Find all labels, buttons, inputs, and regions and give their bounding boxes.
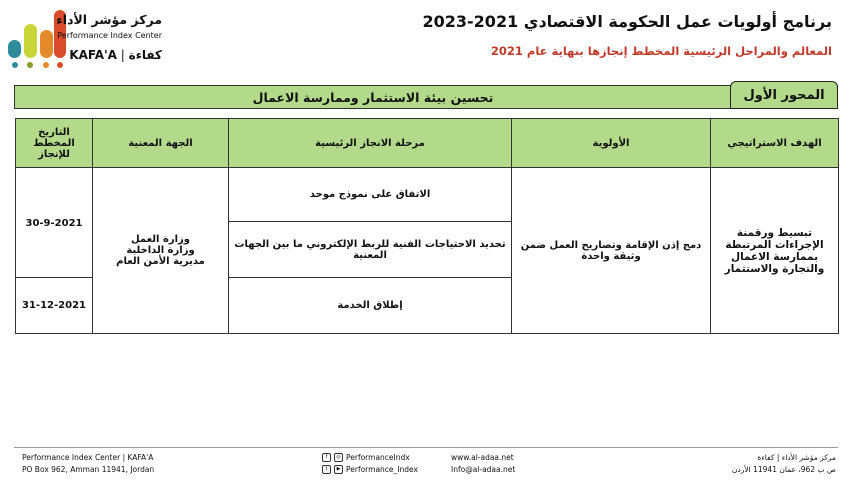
logo-kafaa-en: KAFA'A xyxy=(69,48,117,62)
milestone-cell: تحديد الاحتياجات الفنية للربط الإلكتروني ما بين الجهات المعنية xyxy=(229,222,512,278)
page-subtitle: المعالم والمراحل الرئيسية المخطط إنجازها بنهاية عام 2021 xyxy=(490,44,832,58)
milestones-table xyxy=(15,118,839,334)
axis-tab-label: المحور الأول xyxy=(743,87,825,103)
header-strategic-goal: الهدف الاستراتيجي xyxy=(711,119,839,168)
strategic-goal-cell: تبسيط ورقمنة الإجراءات المرتبطة بممارسة الاعمال والتجارة والاستثمار xyxy=(711,168,839,334)
facebook-icon: f xyxy=(322,453,331,462)
footer-social-handle-2: Performance_Index xyxy=(346,465,418,474)
footer-right-line1: مركز مؤشر الأداء | كفاءة xyxy=(757,453,836,462)
date-cell: 30-9-2021 xyxy=(16,168,93,278)
footer-social-1[interactable] xyxy=(322,453,410,462)
header-entity: الجهة المعنية xyxy=(93,119,229,168)
axis-title: تحسين بيئة الاستثمار وممارسة الاعمال xyxy=(252,89,494,105)
footer-left-line2: PO Box 962, Amman 11941, Jordan xyxy=(22,465,155,474)
logo-kafaa: KAFA'A | كفاءة xyxy=(69,48,162,62)
axis-tab xyxy=(730,81,838,109)
youtube-icon: ▶ xyxy=(334,465,343,474)
priority-cell: دمج إذن الإقامة وتصاريح العمل ضمن وثيقة واحدة xyxy=(512,168,711,334)
milestone-cell: إطلاق الخدمة xyxy=(229,278,512,334)
footer-divider xyxy=(14,447,838,448)
footer-email-link[interactable]: Info@al-adaa.net xyxy=(451,465,516,474)
page-title: برنامج أولويات عمل الحكومة الاقتصادي 2021-2023 xyxy=(422,12,832,31)
footer-social-handle-1: PerformanceIndx xyxy=(346,453,410,462)
axis-title-bar xyxy=(14,85,732,109)
footer-social-2[interactable] xyxy=(322,465,418,474)
header-milestone: مرحلة الانجاز الرئيسية xyxy=(229,119,512,168)
date-cell: 31-12-2021 xyxy=(16,278,93,334)
table-row xyxy=(16,168,839,222)
entity-item: مديرية الأمن العام xyxy=(116,256,205,267)
instagram-icon: ◎ xyxy=(334,453,343,462)
entity-cell xyxy=(93,168,229,334)
logo xyxy=(6,8,166,70)
twitter-icon: t xyxy=(322,465,331,474)
table-header-row xyxy=(16,119,839,168)
footer-right-line2: ص ب 962، عمان 11941 الأردن xyxy=(731,465,836,474)
logo-name-arabic: مركز مؤشر الأداء xyxy=(56,12,162,27)
footer-left-line1: Performance Index Center | KAFA'A xyxy=(22,453,154,462)
entity-item: وزارة العمل xyxy=(131,234,190,245)
logo-name-english: Performance Index Center xyxy=(57,31,162,40)
entity-item: وزارة الداخلية xyxy=(126,245,195,256)
footer-website-link[interactable]: www.al-adaa.net xyxy=(451,453,514,462)
logo-kafaa-ar: كفاءة xyxy=(128,48,162,62)
milestone-cell: الاتفاق على نموذج موحد xyxy=(229,168,512,222)
header-date: التاريخ المخطط للإنجاز xyxy=(16,119,93,168)
header-priority: الأولوية xyxy=(512,119,711,168)
